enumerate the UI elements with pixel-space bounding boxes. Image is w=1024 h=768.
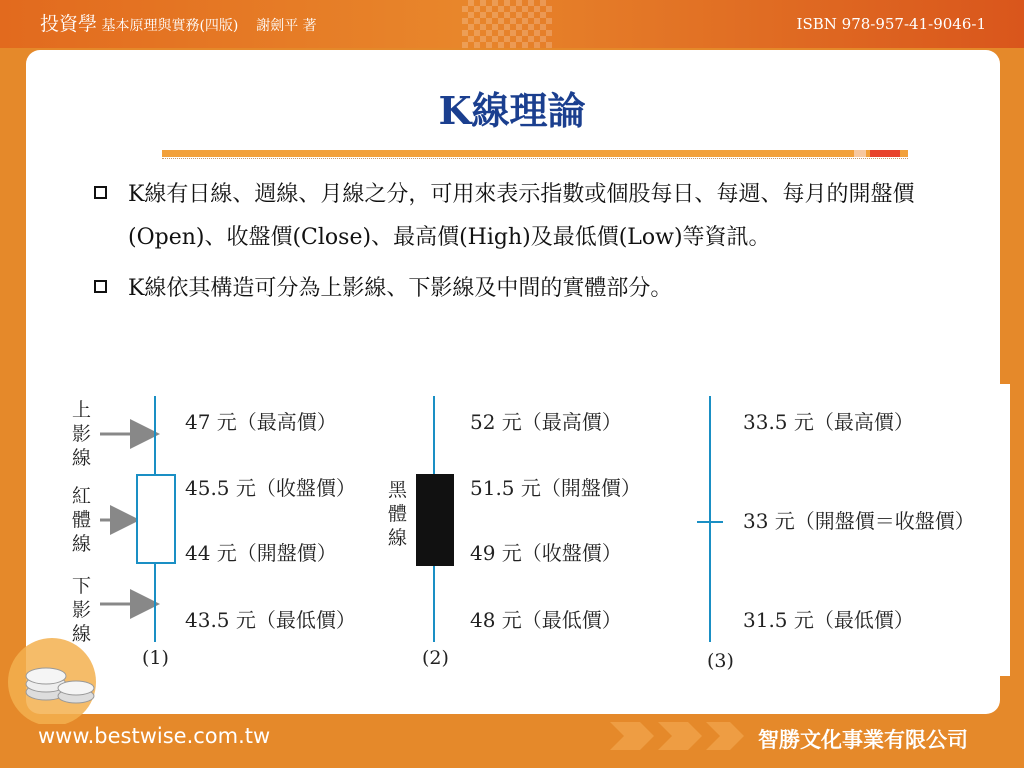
candle2-label-2: 49 元（收盤價） <box>470 541 622 565</box>
coins-decoration <box>4 626 120 724</box>
candle1-label-1: 45.5 元（收盤價） <box>185 476 356 500</box>
footer-url: www.bestwise.com.tw <box>38 724 271 748</box>
upper-shadow-char-1: 影 <box>72 423 92 445</box>
lower-shadow-char-0: 下 <box>72 575 92 597</box>
candle2-label-0: 52 元（最高價） <box>470 410 622 434</box>
label-black-body <box>388 479 413 549</box>
book-title-main: 投資學 <box>40 13 98 35</box>
black-body-char-1: 體 <box>388 503 408 525</box>
slide-title: K線理論 <box>438 88 586 133</box>
candle1-label-3: 43.5 元（最低價） <box>185 608 356 632</box>
upper-shadow-char-0: 上 <box>72 399 92 421</box>
candle3-caption: (3) <box>707 650 734 672</box>
black-body-char-2: 線 <box>388 527 408 549</box>
book-author: 謝劍平 著 <box>256 18 317 34</box>
checkbox-bullet-icon <box>94 280 107 293</box>
bullet-list <box>92 173 972 318</box>
lower-shadow-char-2: 線 <box>72 623 92 645</box>
bullet-item <box>92 267 972 310</box>
candle2-black-body <box>416 474 454 566</box>
title-rule-dots <box>162 158 908 159</box>
candle2-label-1: 51.5 元（開盤價） <box>470 476 641 500</box>
footer-arrows-decoration <box>610 718 750 754</box>
lower-shadow-char-1: 影 <box>72 599 92 621</box>
title-rule <box>162 150 908 157</box>
candle1-caption: (1) <box>142 647 169 669</box>
header-pattern <box>462 0 552 48</box>
label-red-body <box>72 485 97 555</box>
isbn: ISBN 978-957-41-9046-1 <box>796 15 986 33</box>
red-body-char-2: 線 <box>72 533 92 555</box>
red-body-char-0: 紅 <box>72 485 92 507</box>
candlestick-figure <box>50 384 1010 676</box>
company-name: 智勝文化事業有限公司 <box>758 728 968 752</box>
candle3-label-1: 33 元（開盤價＝收盤價） <box>743 509 975 533</box>
bullet-item <box>92 173 972 259</box>
candle1-label-2: 44 元（開盤價） <box>185 541 337 565</box>
bullet-text: K線依其構造可分為上影線、下影線及中間的實體部分。 <box>128 276 673 301</box>
upper-shadow-char-2: 線 <box>72 447 92 469</box>
candle1-red-body <box>137 475 175 563</box>
red-body-char-1: 體 <box>72 509 92 531</box>
book-title-sub: 基本原理與實務(四版) <box>101 18 239 34</box>
candle2-caption: (2) <box>422 647 449 669</box>
checkbox-bullet-icon <box>94 186 107 199</box>
candle3-label-2: 31.5 元（最低價） <box>743 608 914 632</box>
bullet-text: K線有日線、週線、月線之分，可用來表示指數或個股每日、每週、每月的開盤價(Open)、收盤價(Close)、最高價(High)及最低價(Low)等資訊。 <box>128 182 915 250</box>
label-upper-shadow <box>72 399 97 469</box>
candle2-label-3: 48 元（最低價） <box>470 608 622 632</box>
candle1-label-0: 47 元（最高價） <box>185 410 337 434</box>
book-title <box>40 9 317 36</box>
candle3-label-0: 33.5 元（最高價） <box>743 410 914 434</box>
black-body-char-0: 黑 <box>388 479 408 501</box>
